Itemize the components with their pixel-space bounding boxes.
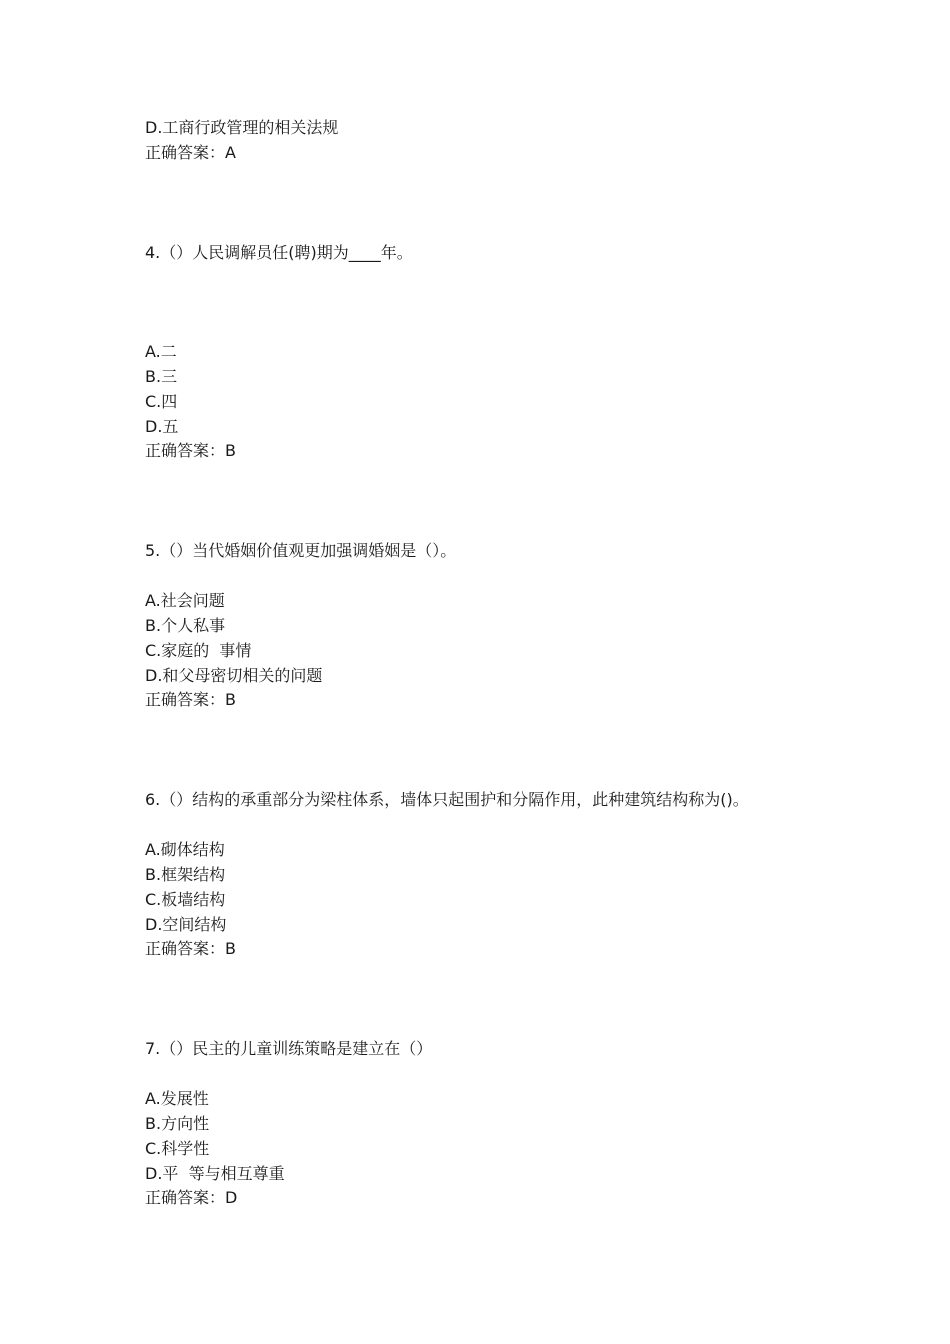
- question-4-option-d: D.五: [145, 417, 179, 436]
- question-7-option-b: B.方向性: [145, 1114, 210, 1133]
- question-6-option-c: C.板墙结构: [145, 890, 226, 909]
- prev-answer: 正确答案：A: [145, 143, 236, 162]
- question-5-answer: 正确答案：B: [145, 690, 236, 709]
- question-7-option-a: A.发展性: [145, 1089, 209, 1108]
- question-5-option-b: B.个人私事: [145, 616, 226, 635]
- question-7-option-d: D.平 等与相互尊重: [145, 1164, 285, 1183]
- question-7-answer: 正确答案：D: [145, 1188, 238, 1207]
- question-7-option-c: C.科学性: [145, 1139, 210, 1158]
- question-6-option-b: B.框架结构: [145, 865, 226, 884]
- prev-option-d: D.工商行政管理的相关法规: [145, 118, 339, 137]
- question-5-stem: 5.（）当代婚姻价值观更加强调婚姻是（）。: [145, 541, 457, 560]
- question-4-answer: 正确答案：B: [145, 441, 236, 460]
- question-6-option-a: A.砌体结构: [145, 840, 225, 859]
- question-7-stem: 7.（）民主的儿童训练策略是建立在（）: [145, 1039, 433, 1058]
- question-4-option-b: B.三: [145, 367, 178, 386]
- question-6-option-d: D.空间结构: [145, 915, 227, 934]
- question-5-option-a: A.社会问题: [145, 591, 225, 610]
- question-5-option-d: D.和父母密切相关的问题: [145, 666, 323, 685]
- question-4-option-c: C.四: [145, 392, 178, 411]
- question-4-stem: 4.（）人民调解员任(聘)期为____年。: [145, 243, 413, 262]
- question-6-answer: 正确答案：B: [145, 939, 236, 958]
- question-5-option-c: C.家庭的 事情: [145, 641, 252, 660]
- question-4-option-a: A.二: [145, 342, 177, 361]
- question-6-stem: 6.（）结构的承重部分为梁柱体系，墙体只起围护和分隔作用，此种建筑结构称为()。: [145, 790, 749, 809]
